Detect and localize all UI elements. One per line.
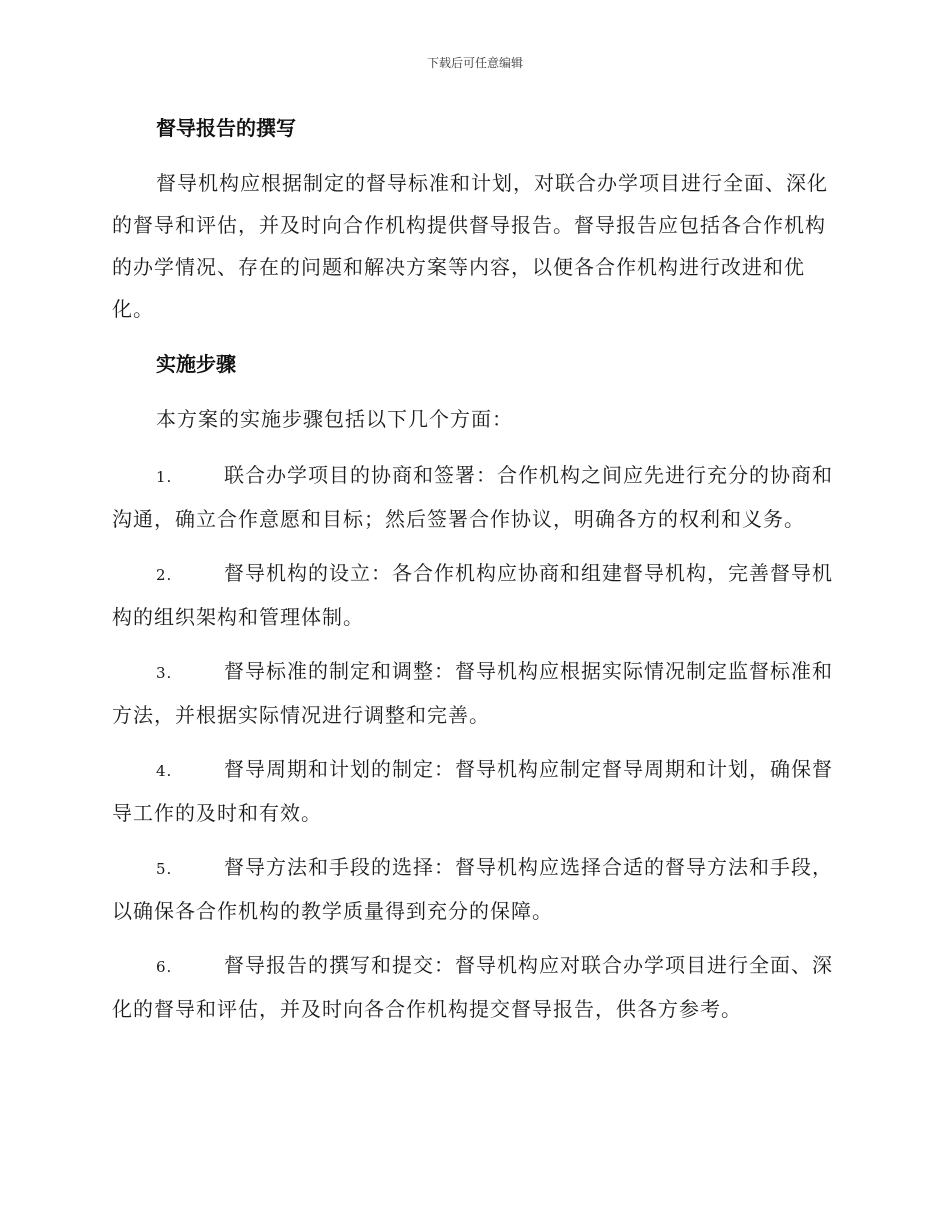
step-item [112,454,834,540]
step-text: 督导周期和计划的制定：督导机构应制定督导周期和计划，确保督导工作的及时和有效。 [112,757,833,825]
step-number: 3. [156,664,173,682]
step-item [112,552,834,638]
step-text: 联合办学项目的协商和签署：合作机构之间应先进行充分的协商和沟通，确立合作意愿和目标；然后签署合作协议，明确各方的权利和义务。 [112,463,833,531]
step-item [112,944,834,1030]
step-number: 4. [156,762,173,780]
paragraph-report: 督导机构应根据制定的督导标准和计划，对联合办学项目进行全面、深化的督导和评估，并及时向合作机构提供督导报告。督导报告应包括各合作机构的办学情况、存在的问题和解决方案等内容，以便各合作机构进行改进和优化。 [112,171,828,321]
paragraph-steps-intro: 本方案的实施步骤包括以下几个方面： [156,407,513,431]
step-item [112,846,834,932]
step-text: 督导机构的设立：各合作机构应协商和组建督导机构，完善督导机构的组织架构和管理体制。 [112,561,833,629]
section-heading-steps: 实施步骤 [156,352,236,376]
step-number: 1. [156,468,173,486]
document-body [112,108,834,1042]
step-item [112,650,834,736]
header-note: 下载后可任意编辑 [426,56,523,70]
section-heading-report: 督导报告的撰写 [156,116,296,140]
step-text: 督导报告的撰写和提交：督导机构应对联合办学项目进行全面、深化的督导和评估，并及时向各合作机构提交督导报告，供各方参考。 [112,953,833,1021]
step-text: 督导方法和手段的选择：督导机构应选择合适的督导方法和手段，以确保各合作机构的教学质量得到充分的保障。 [112,855,833,923]
step-item [112,748,834,834]
step-text: 督导标准的制定和调整：督导机构应根据实际情况制定监督标准和方法，并根据实际情况进行调整和完善。 [112,659,833,727]
step-number: 2. [156,566,173,584]
step-number: 5. [156,860,173,878]
step-number: 6. [156,958,173,976]
